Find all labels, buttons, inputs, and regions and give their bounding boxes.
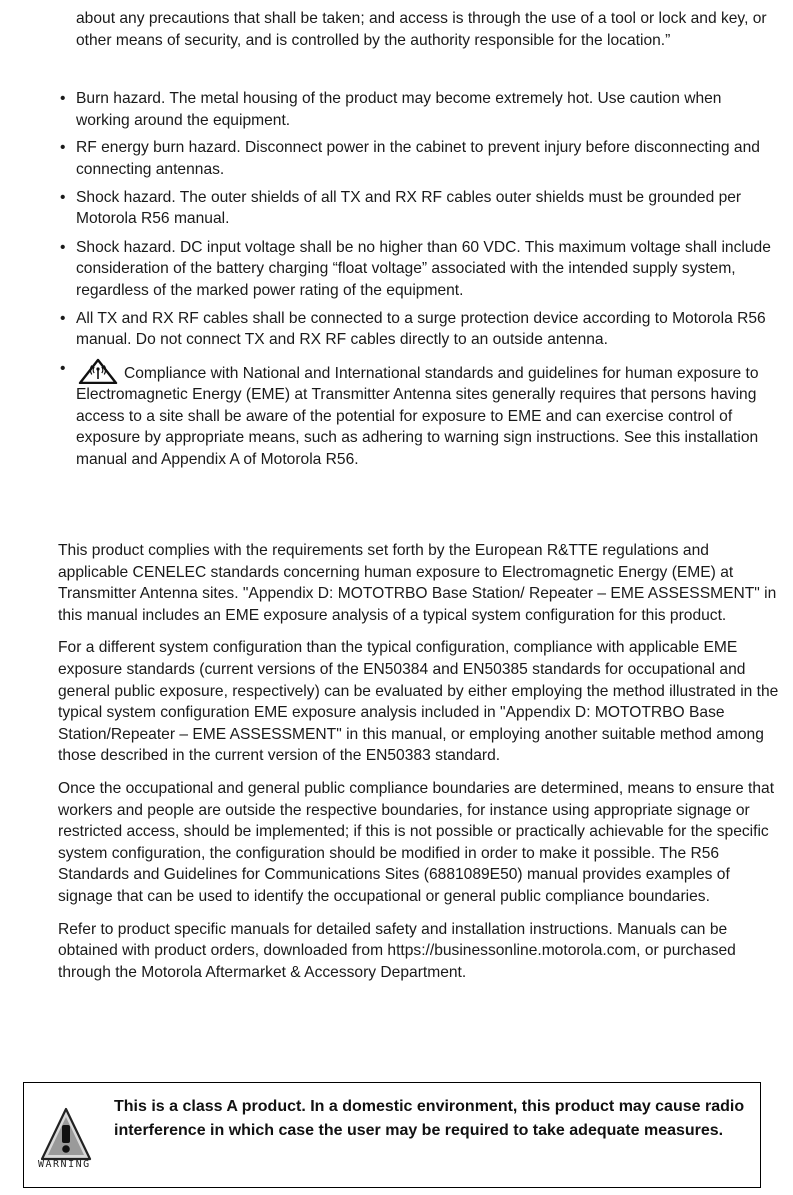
bullet-item bbox=[0, 358, 793, 471]
bullet-text: Burn hazard. The metal housing of the product may become extremely hot. Use caution when working around the equipment. bbox=[76, 90, 722, 129]
paragraph: For a different system configuration than the typical configuration, compliance with applicable EME exposure standards (current versions of the EN50384 and EN50385 standards for occupational and general public exposure, respectively) can be evaluated by either employing the method illustrated in the typical system configuration EME exposure analysis included in "Appendix D: MOTOTRBO Base Station/Repeater – EME ASSESSMENT" in this manual, or employing another suitable method among those described in the current version of the EN50383 standard. bbox=[58, 639, 779, 765]
bullet-text: Shock hazard. The outer shields of all TX and RX RF cables outer shields must be grounded per Motorola R56 manual. bbox=[76, 188, 742, 228]
paragraph: This product complies with the requirements set forth by the European R&TTE regulations and applicable CENELEC standards concerning human exposure to Electromagnetic Energy (EME) at Transmitter Antenna sites. "Appendix D: MOTOTRBO Base Station/ Repeater – EME ASSESSMENT" in this manual includes an EME exposure analysis of a typical system configuration for this product. bbox=[58, 542, 777, 624]
paragraph: Once the occupational and general public compliance boundaries are determined, means to ensure that workers and people are outside the respective boundaries, for instance using appropriate signage or restricted access, should be implemented; if this is not possible or practically achievable for the specific system configuration, the configuration should be modified in order to make it possible. The R56 Standards and Guidelines for Communications Sites (6881089E50) manual provides examples of signage that can be used to identify the occupational or general public compliance boundaries. bbox=[58, 779, 775, 905]
bullet-dot: • bbox=[60, 359, 66, 377]
bullet-dot: • bbox=[60, 309, 66, 327]
bullet-item bbox=[0, 137, 793, 180]
bullet-item bbox=[0, 308, 793, 351]
bullet-dot: • bbox=[60, 238, 66, 256]
intro-paragraph: about any precautions that shall be taken; and access is through the use of a tool or lock and key, or other means of security, and is controlled by the authority responsible for the location.” bbox=[76, 10, 767, 49]
warning-box bbox=[23, 1082, 761, 1188]
bullet-text: Shock hazard. DC input voltage shall be no higher than 60 VDC. This maximum voltage shall include consideration of the battery charging “float voltage” associated with the intended supply system, regardless of the marked power rating of the equipment. bbox=[76, 238, 771, 299]
bullet-item bbox=[0, 187, 793, 230]
warning-text: This is a class A product. In a domestic environment, this product may cause radio interference in which case the user may be required to take adequate measures. bbox=[114, 1098, 745, 1139]
bullet-item bbox=[0, 88, 793, 131]
bullet-text: Compliance with National and International standards and guidelines for human exposure to Electromagnetic Energy (EME) at Transmitter Antenna sites generally requires that persons having access to a site shall be aware of the potential for exposure to EME and can exercise control of exposure by appropriate means, such as adhering to warning sign instructions. See this installation manual and Appendix A of Motorola R56. bbox=[76, 364, 759, 468]
safety-bullet-list bbox=[0, 88, 793, 477]
warning-label: WARNING bbox=[38, 1159, 91, 1170]
bullet-dot: • bbox=[60, 90, 66, 107]
body-paragraphs bbox=[58, 540, 782, 994]
paragraph: Refer to product specific manuals for detailed safety and installation instructions. Manuals can be obtained with product orders, downloaded from https://businessonline.motorola.com, or purchased through the Motorola Aftermarket & Accessory Department. bbox=[58, 920, 736, 981]
bullet-dot: • bbox=[60, 188, 66, 206]
bullet-item bbox=[0, 237, 793, 302]
bullet-dot: • bbox=[60, 139, 66, 157]
bullet-text: All TX and RX RF cables shall be connected to a surge protection device according to Motorola R56 manual. Do not connect TX and RX RF cables directly to an outside antenna. bbox=[76, 309, 766, 349]
bullet-text: RF energy burn hazard. Disconnect power in the cabinet to prevent injury before disconnecting and connecting antennas. bbox=[76, 139, 760, 178]
rf-radiation-warning-icon bbox=[76, 358, 120, 384]
